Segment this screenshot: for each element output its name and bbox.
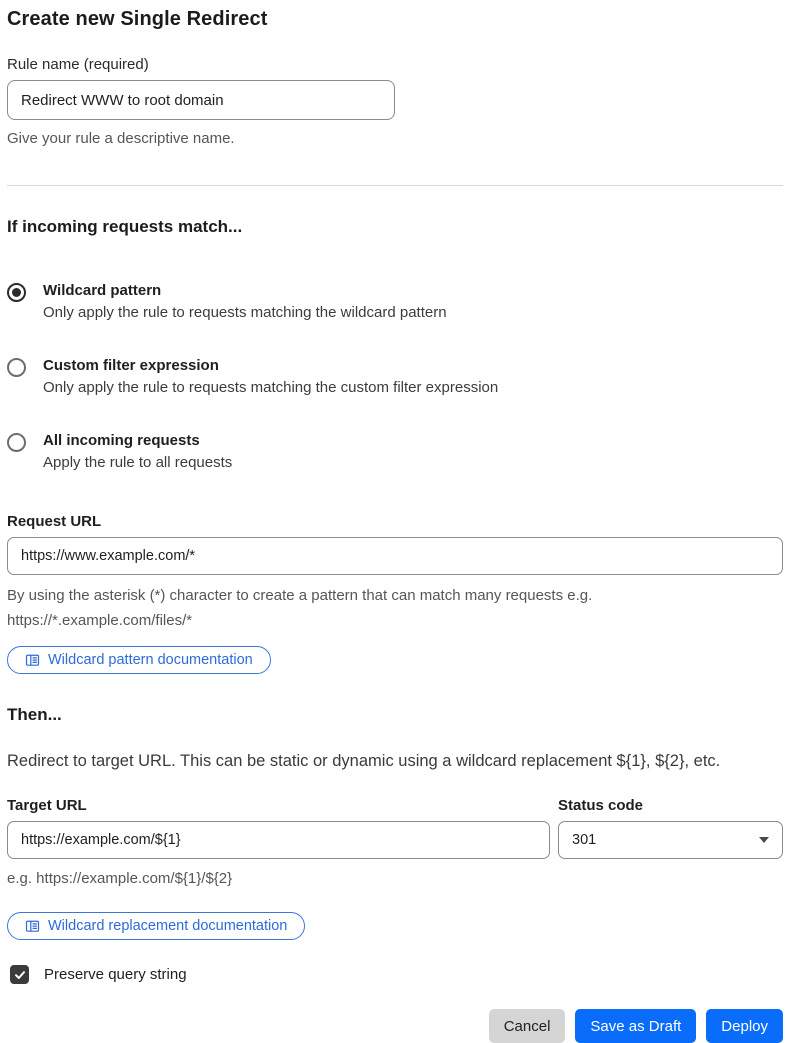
then-section-description: Redirect to target URL. This can be static or dynamic using a wildcard replacement ${1}, ${2}, etc. — [7, 752, 721, 770]
match-section-heading: If incoming requests match... — [7, 217, 243, 236]
open-book-icon — [25, 919, 40, 934]
radio-custom-filter-expression-label: Custom filter expression — [43, 357, 219, 374]
footer-action-bar — [7, 1009, 783, 1043]
request-url-help-line2: https://*.example.com/files/* — [7, 612, 193, 629]
cancel-button[interactable]: Cancel — [489, 1009, 566, 1043]
rule-name-field-group — [7, 56, 783, 151]
radio-text — [43, 357, 498, 396]
preserve-query-string-checkbox-row[interactable] — [7, 965, 783, 984]
radio-button-icon[interactable] — [7, 433, 26, 452]
wildcard-replacement-docs-label: Wildcard replacement documentation — [48, 918, 288, 934]
radio-wildcard-pattern-label: Wildcard pattern — [43, 282, 162, 299]
then-section-heading: Then... — [7, 705, 62, 724]
preserve-query-string-label: Preserve query string — [44, 966, 187, 983]
target-url-help: e.g. https://example.com/${1}/${2} — [7, 870, 233, 887]
radio-all-incoming-requests-label: All incoming requests — [43, 432, 200, 449]
section-divider — [7, 185, 783, 186]
request-url-field-group — [7, 513, 783, 633]
request-url-help — [7, 583, 783, 633]
page-title: Create new Single Redirect — [7, 8, 268, 30]
radio-text — [43, 432, 232, 471]
radio-button-icon[interactable] — [7, 358, 26, 377]
rule-name-label: Rule name (required) — [7, 56, 149, 73]
status-code-selected-value: 301 — [572, 832, 597, 848]
wildcard-pattern-docs-label: Wildcard pattern documentation — [48, 652, 253, 668]
wildcard-pattern-docs-button[interactable] — [7, 646, 271, 674]
target-url-label: Target URL — [7, 797, 87, 814]
match-type-radio-group — [7, 282, 783, 471]
deploy-button[interactable]: Deploy — [706, 1009, 783, 1043]
radio-all-incoming-requests-description: Apply the rule to all requests — [43, 454, 233, 471]
rule-name-input[interactable] — [7, 80, 395, 120]
target-and-status-row — [7, 797, 783, 891]
radio-custom-filter-expression[interactable] — [7, 357, 783, 396]
radio-all-incoming-requests[interactable] — [7, 432, 783, 471]
wildcard-replacement-docs-button[interactable] — [7, 912, 305, 940]
status-code-select[interactable] — [558, 821, 783, 859]
rule-name-help: Give your rule a descriptive name. — [7, 130, 235, 147]
target-url-field-group — [7, 797, 550, 891]
status-code-field-group — [558, 797, 783, 891]
save-as-draft-button[interactable]: Save as Draft — [575, 1009, 696, 1043]
request-url-help-line1: By using the asterisk (*) character to create a pattern that can match many requests e.g. — [7, 587, 593, 604]
checkbox-checked-icon[interactable] — [10, 965, 29, 984]
radio-wildcard-pattern[interactable] — [7, 282, 783, 321]
status-code-label: Status code — [558, 797, 644, 814]
radio-text — [43, 282, 447, 321]
radio-wildcard-pattern-description: Only apply the rule to requests matching the wildcard pattern — [43, 304, 447, 321]
request-url-input[interactable] — [7, 537, 783, 575]
chevron-down-icon — [759, 837, 769, 843]
radio-button-icon[interactable] — [7, 283, 26, 302]
radio-custom-filter-expression-description: Only apply the rule to requests matching the custom filter expression — [43, 379, 499, 396]
target-url-input[interactable] — [7, 821, 550, 859]
request-url-label: Request URL — [7, 513, 102, 530]
open-book-icon — [25, 653, 40, 668]
